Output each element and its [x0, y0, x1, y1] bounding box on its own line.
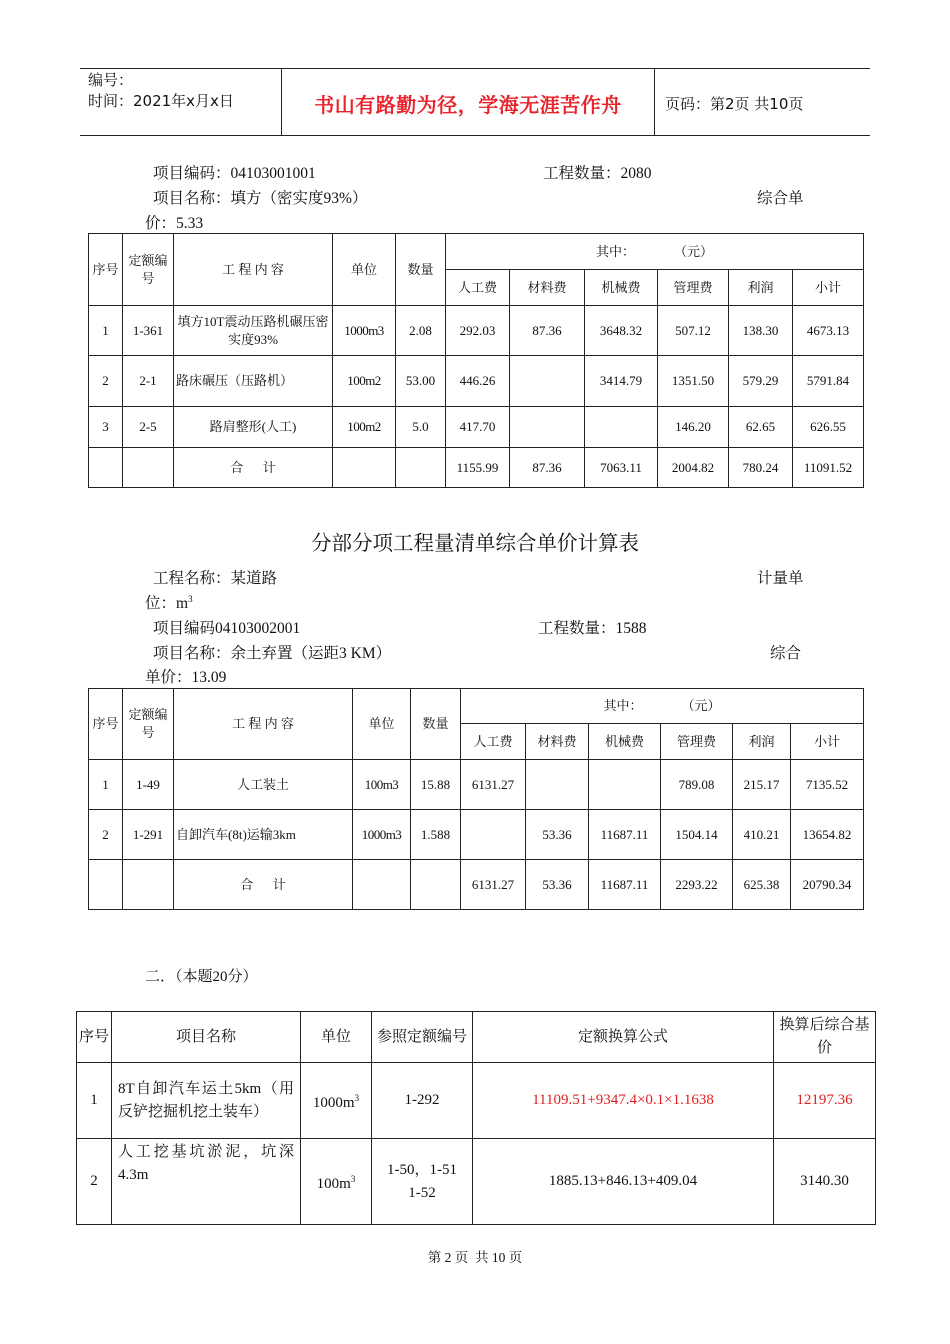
cell-machine	[585, 407, 658, 448]
table-row	[77, 1063, 876, 1139]
s1-item-code: 项目编码：04103001001	[153, 165, 316, 182]
header-info	[88, 70, 234, 112]
cell-quota: 2-1	[123, 356, 174, 407]
cell-no: 2	[89, 810, 123, 860]
footer-page-number: 第 2 页 共 10 页	[427, 1250, 523, 1265]
cell-total-label: 合 计	[174, 448, 333, 488]
cell-ref: 1-50，1-51 1-52	[372, 1139, 473, 1225]
cell-mgmt: 2293.22	[661, 860, 733, 910]
cell-total-label: 合 计	[174, 860, 353, 910]
cell-labor: 417.70	[446, 407, 510, 448]
cell-quota: 1-361	[123, 306, 174, 356]
cell-unit: 100m2	[333, 356, 396, 407]
col-header-ref: 参照定额编号	[372, 1012, 473, 1063]
col-header-unit: 单位	[353, 689, 411, 760]
cell-material	[510, 356, 585, 407]
cell-formula: 11109.51+9347.4×0.1×1.1638	[473, 1063, 774, 1139]
table-row	[89, 407, 864, 448]
cell-subtotal: 20790.34	[791, 860, 864, 910]
cell-empty	[353, 860, 411, 910]
cell-profit: 215.17	[733, 760, 791, 810]
col-header-labor: 人工费	[461, 724, 526, 760]
cell-empty	[396, 448, 446, 488]
cell-subtotal: 11091.52	[793, 448, 864, 488]
cell-machine: 3648.32	[585, 306, 658, 356]
cell-subtotal: 626.55	[793, 407, 864, 448]
cell-qty: 53.00	[396, 356, 446, 407]
cell-material	[510, 407, 585, 448]
cell-empty	[123, 448, 174, 488]
cell-quota: 2-5	[123, 407, 174, 448]
cell-unit: 1000m3	[333, 306, 396, 356]
cell-machine	[589, 760, 661, 810]
cell-result: 3140.30	[774, 1139, 876, 1225]
cell-unit: 100m3	[353, 760, 411, 810]
cell-empty	[411, 860, 461, 910]
col-header-profit: 利润	[729, 270, 793, 306]
s1-unit-price-label: 综合单	[757, 190, 804, 207]
col-header-among: 其中： （元）	[446, 234, 864, 270]
col-header-subtotal: 小计	[791, 724, 864, 760]
cell-profit: 625.38	[733, 860, 791, 910]
col-header-qty: 数量	[396, 234, 446, 306]
cell-content: 人工装土	[174, 760, 353, 810]
cell-mgmt: 507.12	[658, 306, 729, 356]
col-header-material: 材料费	[526, 724, 589, 760]
cell-no: 1	[89, 760, 123, 810]
s2-quantity: 工程数量：1588	[538, 620, 647, 637]
cell-empty	[89, 448, 123, 488]
col-header-content: 工 程 内 容	[174, 689, 353, 760]
s2-project-name: 工程名称：某道路	[153, 570, 278, 587]
col-header-formula: 定额换算公式	[473, 1012, 774, 1063]
col-header-quota: 定额编号	[123, 689, 174, 760]
cell-material: 53.36	[526, 810, 589, 860]
header-time: 时间：2021年x月x日	[88, 92, 234, 110]
col-header-no: 序号	[89, 689, 123, 760]
table-row	[89, 356, 864, 407]
s1-item-name: 项目名称：填方（密实度93%）	[153, 190, 368, 207]
cell-labor: 446.26	[446, 356, 510, 407]
cell-unit: $100m^3$	[301, 1139, 372, 1225]
cell-quota: 1-49	[123, 760, 174, 810]
cell-machine: 3414.79	[585, 356, 658, 407]
cell-content: 路床碾压（压路机）	[174, 356, 333, 407]
col-header-name: 项目名称	[112, 1012, 301, 1063]
header-rule-bottom	[80, 135, 870, 136]
cell-machine: 11687.11	[589, 860, 661, 910]
col-header-machine: 机械费	[585, 270, 658, 306]
cell-profit: 138.30	[729, 306, 793, 356]
col-header-no: 序号	[89, 234, 123, 306]
s1-quantity: 工程数量：2080	[543, 165, 652, 182]
header-page-number: 页码：第2页 共10页	[665, 95, 804, 113]
col-header-mgmt: 管理费	[658, 270, 729, 306]
cell-material: 87.36	[510, 448, 585, 488]
cell-qty: 2.08	[396, 306, 446, 356]
cell-mgmt: 2004.82	[658, 448, 729, 488]
cell-content: 自卸汽车(8t)运输3km	[174, 810, 353, 860]
col-header-machine: 机械费	[589, 724, 661, 760]
header-divider-right	[654, 68, 655, 136]
table-total-row	[89, 860, 864, 910]
col-header-material: 材料费	[510, 270, 585, 306]
cell-material	[526, 760, 589, 810]
cell-profit: 579.29	[729, 356, 793, 407]
cell-empty	[89, 860, 123, 910]
col-header-profit: 利润	[733, 724, 791, 760]
s2-item-code: 项目编码04103002001	[153, 620, 301, 637]
cell-ref: 1-292	[372, 1063, 473, 1139]
col-header-mgmt: 管理费	[661, 724, 733, 760]
cell-no: 2	[77, 1139, 112, 1225]
col-header-among: 其中： （元）	[461, 689, 864, 724]
cell-labor: 1155.99	[446, 448, 510, 488]
cell-subtotal: 13654.82	[791, 810, 864, 860]
cell-profit: 62.65	[729, 407, 793, 448]
col-header-unit: 单位	[333, 234, 396, 306]
cell-empty	[333, 448, 396, 488]
col-header-subtotal: 小计	[793, 270, 864, 306]
cell-machine: 11687.11	[589, 810, 661, 860]
cell-qty: 1.588	[411, 810, 461, 860]
table-total-row	[89, 448, 864, 488]
header-motto: 书山有路勤为径，学海无涯苦作舟	[314, 93, 622, 117]
cell-mgmt: 789.08	[661, 760, 733, 810]
s2-measure-unit-value: 位：$m^3$	[145, 593, 193, 612]
header-code: 编号：	[88, 71, 134, 89]
table-row	[89, 306, 864, 356]
s2-title: 分部分项工程量清单综合单价计算表	[311, 531, 639, 555]
s2-item-name: 项目名称：余土弃置（运距3 KM）	[153, 645, 392, 662]
cell-subtotal: 7135.52	[791, 760, 864, 810]
s2-unit-price-label: 综合	[770, 645, 802, 662]
cell-formula: 1885.13+846.13+409.04	[473, 1139, 774, 1225]
s3-heading: 二．（本题20分）	[145, 969, 258, 985]
cell-unit: 100m2	[333, 407, 396, 448]
table-row	[77, 1139, 876, 1225]
cell-no: 1	[89, 306, 123, 356]
cell-empty	[123, 860, 174, 910]
s2-unit-price-value: 单价：13.09	[145, 669, 227, 686]
s2-table	[88, 688, 864, 910]
cell-quota: 1-291	[123, 810, 174, 860]
cell-name: 8T自卸汽车运土5km（用反铲挖掘机挖土装车）	[112, 1063, 301, 1139]
cell-content: 填方10T震动压路机碾压密实度93%	[174, 306, 333, 356]
col-header-labor: 人工费	[446, 270, 510, 306]
cell-profit: 780.24	[729, 448, 793, 488]
cell-no: 1	[77, 1063, 112, 1139]
col-header-unit: 单位	[301, 1012, 372, 1063]
cell-machine: 7063.11	[585, 448, 658, 488]
cell-no: 3	[89, 407, 123, 448]
cell-subtotal: 5791.84	[793, 356, 864, 407]
cell-mgmt: 146.20	[658, 407, 729, 448]
col-header-no: 序号	[77, 1012, 112, 1063]
cell-mgmt: 1351.50	[658, 356, 729, 407]
s2-measure-unit-label: 计量单	[757, 570, 804, 587]
s1-table	[88, 233, 864, 488]
cell-labor: 6131.27	[461, 760, 526, 810]
cell-unit: 1000m3	[353, 810, 411, 860]
cell-unit: $1000m^3$	[301, 1063, 372, 1139]
cell-result: 12197.36	[774, 1063, 876, 1139]
cell-labor: 6131.27	[461, 860, 526, 910]
cell-qty: 5.0	[396, 407, 446, 448]
cell-mgmt: 1504.14	[661, 810, 733, 860]
s3-table	[76, 1011, 876, 1225]
cell-no: 2	[89, 356, 123, 407]
s1-unit-price-value: 价：5.33	[145, 215, 204, 232]
cell-profit: 410.21	[733, 810, 791, 860]
col-header-qty: 数量	[411, 689, 461, 760]
cell-labor	[461, 810, 526, 860]
cell-content: 路肩整形(人工)	[174, 407, 333, 448]
cell-material: 53.36	[526, 860, 589, 910]
col-header-content: 工 程 内 容	[174, 234, 333, 306]
table-row	[89, 760, 864, 810]
col-header-result: 换算后综合基价	[774, 1012, 876, 1063]
cell-subtotal: 4673.13	[793, 306, 864, 356]
table-row	[89, 810, 864, 860]
cell-labor: 292.03	[446, 306, 510, 356]
cell-material: 87.36	[510, 306, 585, 356]
header-rule-top	[80, 68, 870, 69]
cell-qty: 15.88	[411, 760, 461, 810]
col-header-quota: 定额编号	[123, 234, 174, 306]
cell-name: 人工挖基坑淤泥，坑深4.3m	[112, 1139, 301, 1225]
